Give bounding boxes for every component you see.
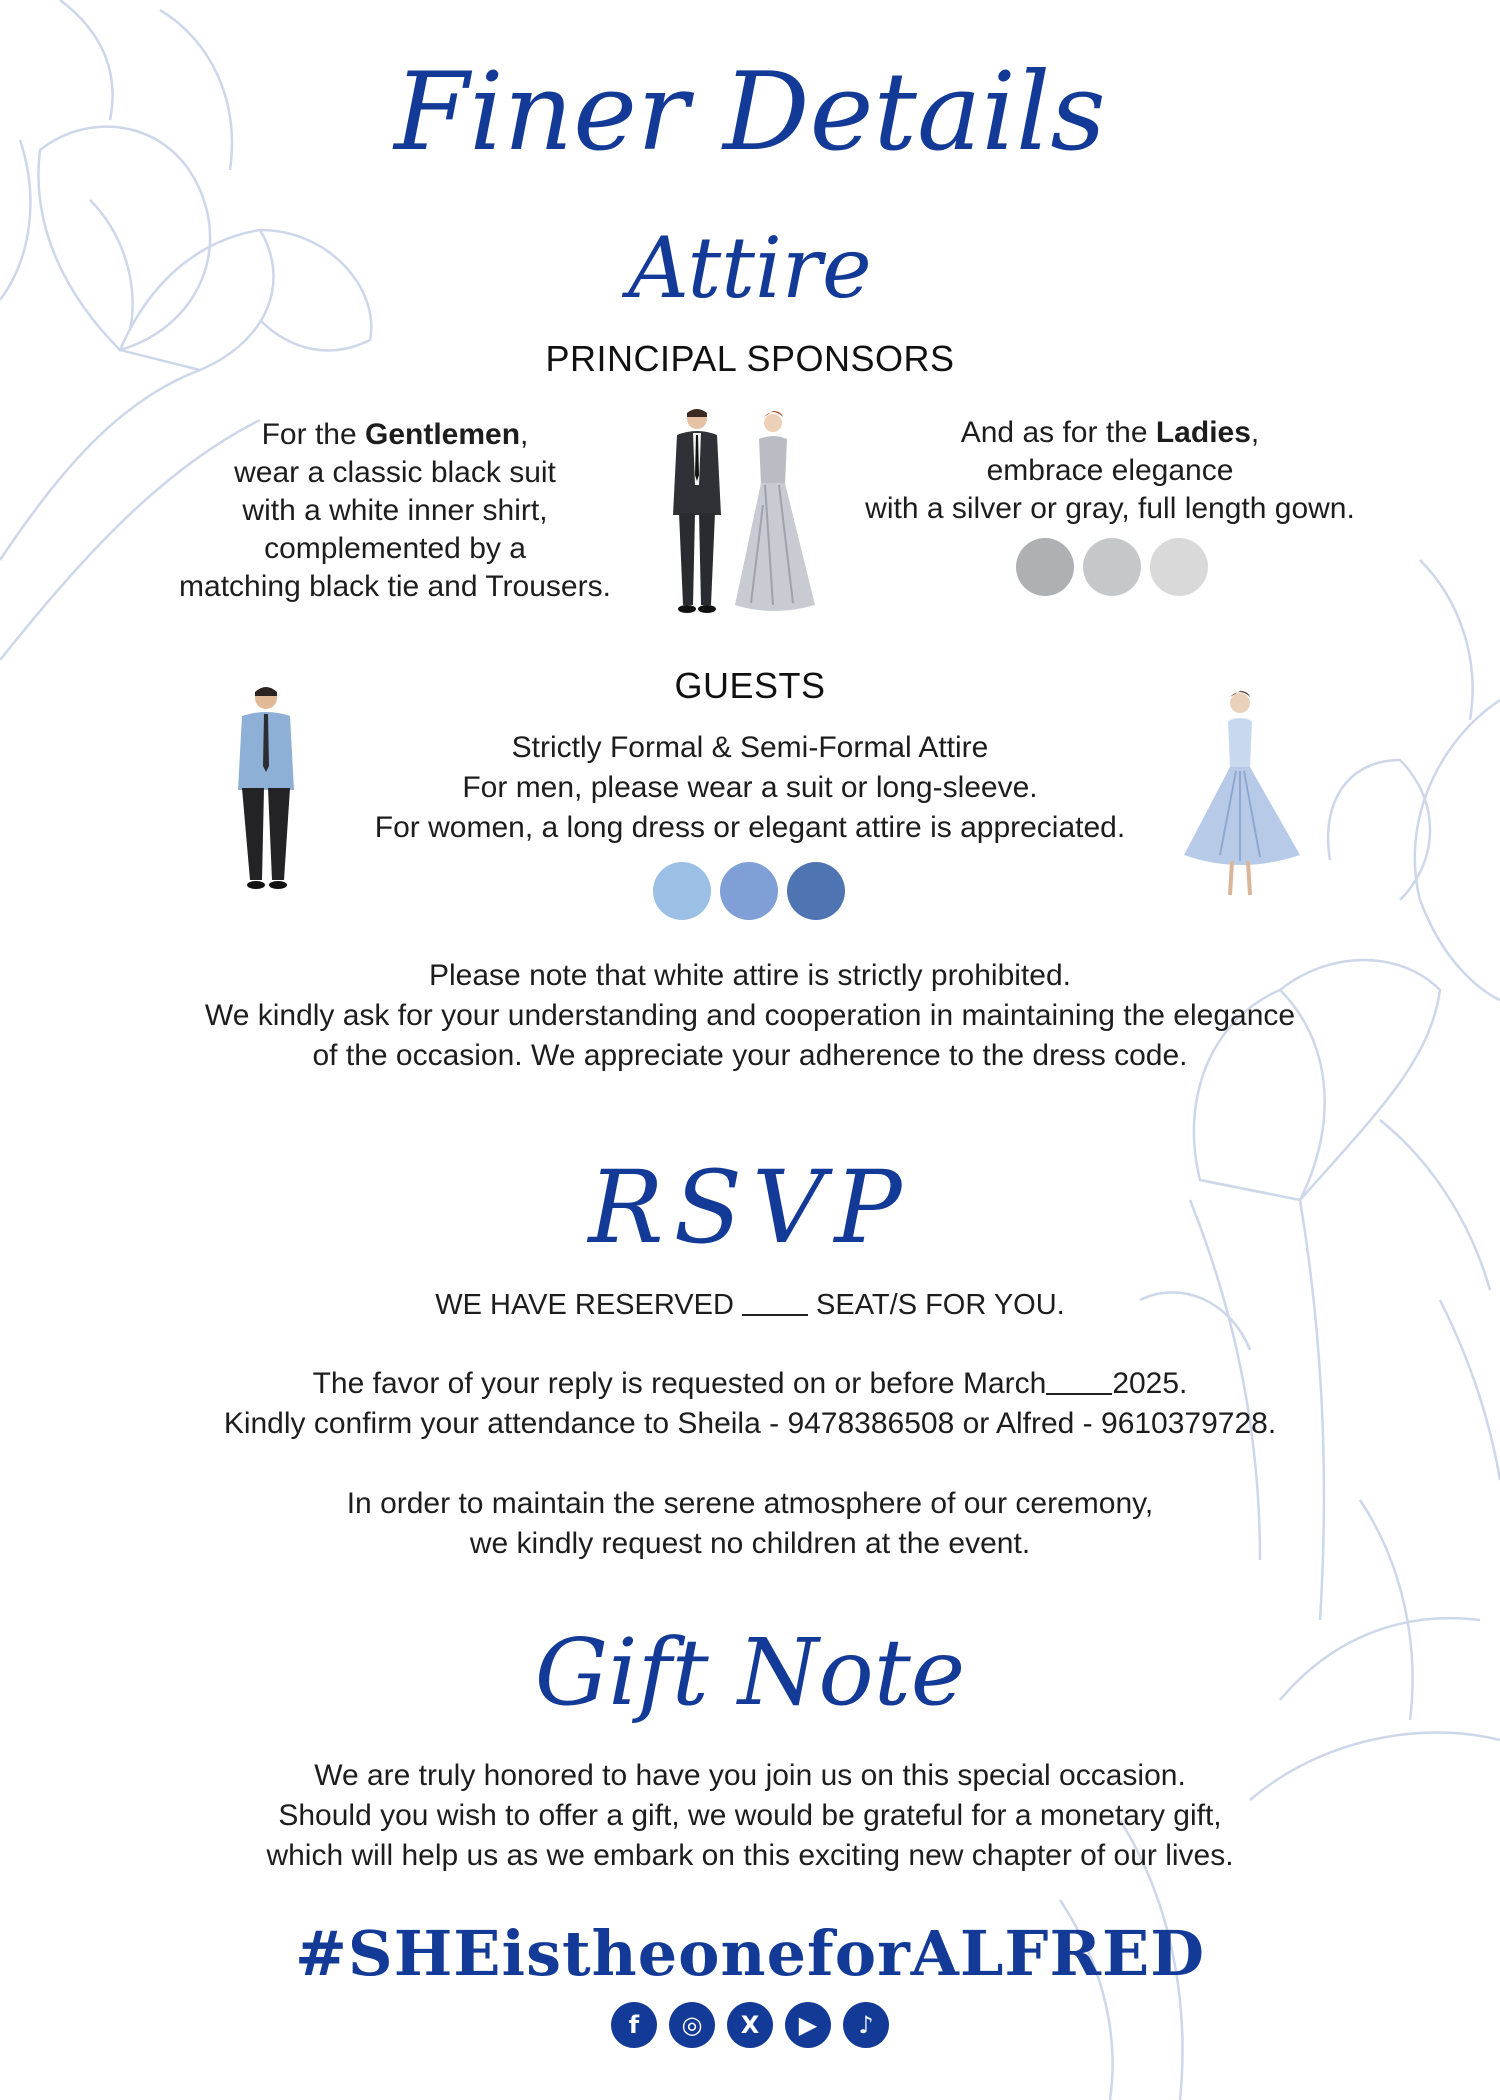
- rsvp-heading: RSVP: [588, 1149, 912, 1266]
- guest-color-swatch-1: [653, 862, 711, 920]
- guest-color-swatch-2: [720, 862, 778, 920]
- tiktok-icon[interactable]: ♪: [843, 2002, 889, 2048]
- facebook-icon[interactable]: f: [611, 2002, 657, 2048]
- ladies-attire-text: And as for the Ladies, embrace elegance with a silver or gray, full length gown.: [865, 416, 1355, 525]
- female-guest-illustration: [1180, 685, 1305, 905]
- ladies-label: Ladies: [1155, 416, 1251, 449]
- youtube-icon[interactable]: ▶: [785, 2002, 831, 2048]
- reply-date-blank: [1046, 1393, 1112, 1395]
- rsvp-contact-line: Kindly confirm your attendance to Sheila - 9478386508 or Alfred - 9610379728.: [223, 1407, 1277, 1440]
- sponsor-couple-illustration: [665, 405, 825, 620]
- gentlemen-label: Gentlemen: [364, 418, 521, 451]
- guest-color-swatch-3: [787, 862, 845, 920]
- guests-heading: GUESTS: [674, 665, 826, 706]
- instagram-icon[interactable]: ◎: [669, 2002, 715, 2048]
- no-children-note: In order to maintain the serene atmosphere of our ceremony, we kindly request no children at the event.: [346, 1487, 1154, 1560]
- rsvp-reply-text: The favor of your reply is requested on or before March 2025. Kindly confirm your attendance to Sheila - 9478386508 or Alfred - 9610379728.: [0, 1364, 1500, 1444]
- ladies-color-swatch-1: [1016, 538, 1074, 596]
- guests-attire-text: Strictly Formal & Semi-Formal Attire For men, please wear a suit or long-sleeve. For women, a long dress or elegant attire is appreciated.: [374, 731, 1126, 844]
- wedding-hashtag: #SHEistheoneforALFRED: [294, 1917, 1205, 1990]
- dress-code-note: Please note that white attire is strictly prohibited. We kindly ask for your understanding and cooperation in maintaining the elegance of the occasion. We appreciate your adherence to the dress code.: [204, 959, 1296, 1072]
- gentlemen-attire-text: For the Gentlemen, wear a classic black suit with a white inner shirt, complemented by a matching black tie and Trousers.: [179, 418, 611, 603]
- attire-heading: Attire: [628, 219, 872, 317]
- principal-sponsors-heading: PRINCIPAL SPONSORS: [545, 338, 955, 379]
- x-icon[interactable]: X: [727, 2002, 773, 2048]
- gift-note-heading: Gift Note: [534, 1619, 966, 1726]
- ladies-color-swatch-3: [1150, 538, 1208, 596]
- page-title: Finer Details: [394, 50, 1106, 175]
- gift-note-text: We are truly honored to have you join us on this special occasion. Should you wish to offer a gift, we would be grateful for a monetary gift, which will help us as we embark on this exciting new chapter of our lives.: [266, 1759, 1234, 1872]
- ladies-color-swatch-2: [1083, 538, 1141, 596]
- seat-count-blank: [742, 1314, 808, 1316]
- reserved-seats-line: WE HAVE RESERVED SEAT/S FOR YOU.: [435, 1289, 1065, 1321]
